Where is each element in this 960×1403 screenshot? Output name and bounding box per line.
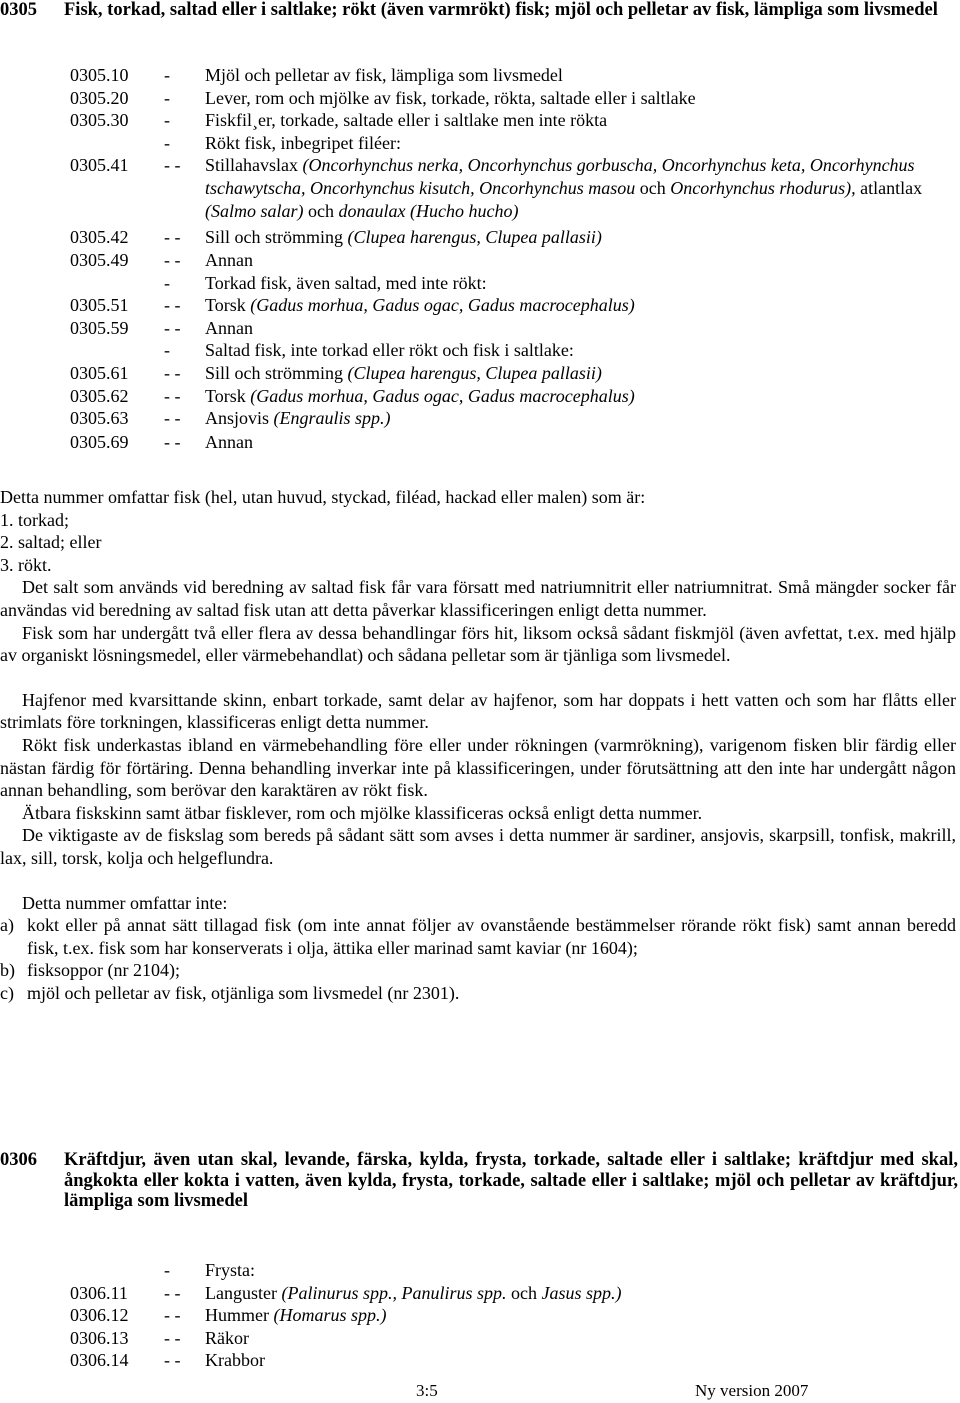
tariff-row xyxy=(0,1349,960,1372)
exclusion-text: mjöl och pelletar av fisk, otjänliga som livsmedel (nr 2301). xyxy=(27,982,460,1003)
exclusion-item xyxy=(0,914,956,959)
tariff-text xyxy=(205,154,960,222)
notes-paragraph: Rökt fisk underkastas ibland en värmebehandling före eller under rökningen (varmrökning), varigenom fisken blir färdig eller nästan färdig för förtäring. Denna behandling inverkar inte på klassificeringen, under förutsättning att den inte har undergått någon annan behandling, som berövar den karaktären av rökt fisk. xyxy=(0,734,956,801)
text-part: Hummer xyxy=(205,1305,274,1326)
tariff-dash: - xyxy=(164,110,170,131)
tariff-dash: - - xyxy=(164,295,181,316)
text-part-italic: (Clupea harengus, Clupea pallasii) xyxy=(347,227,602,248)
tariff-row xyxy=(0,87,960,110)
tariff-lines-0305 xyxy=(0,64,960,453)
tariff-code: 0305.49 xyxy=(70,249,129,270)
tariff-row xyxy=(0,1304,960,1327)
tariff-dash: - - xyxy=(164,1327,181,1348)
tariff-text: Fiskfil¸er, torkade, saltade eller i saltlake men inte rökta xyxy=(205,110,608,131)
notes-list-item: 1. torkad; xyxy=(0,509,69,530)
tariff-text: Rökt fisk, inbegripet filéer: xyxy=(205,132,401,153)
tariff-row xyxy=(0,385,960,408)
heading-0305 xyxy=(0,0,958,21)
tariff-row xyxy=(0,1282,960,1305)
tariff-text: Annan xyxy=(205,317,253,338)
tariff-dash: - - xyxy=(164,227,181,248)
version-label: Ny version 2007 xyxy=(695,1381,809,1400)
tariff-text: Annan xyxy=(205,249,253,270)
heading-0306 xyxy=(0,1150,958,1212)
explanatory-notes xyxy=(0,486,956,1004)
heading-title: Fisk, torkad, saltad eller i saltlake; rökt (även varmrökt) fisk; mjöl och pelletar av fisk, lämpliga som livsmedel xyxy=(64,0,938,20)
notes-paragraph: Ätbara fiskskinn samt ätbar fisklever, rom och mjölke klassificeras också enligt detta nummer. xyxy=(22,802,703,823)
text-part: och xyxy=(303,200,339,221)
tariff-dash: - - xyxy=(164,249,181,270)
tariff-dash: - xyxy=(164,87,170,108)
tariff-row xyxy=(0,339,960,362)
tariff-row xyxy=(0,1259,960,1282)
text-part-italic: Oncorhynchus rhodurus), xyxy=(670,177,856,198)
text-part-italic: (Gadus morhua, Gadus ogac, Gadus macrocephalus) xyxy=(250,385,635,406)
tariff-code: 0305.10 xyxy=(70,65,129,85)
notes-paragraph: Det salt som används vid beredning av saltad fisk får vara försatt med natriumnitrit eller natriumnitrat. Små mängder socker får användas vid beredning av saltad fisk utan att detta påverkar klassificeringen enligt detta nummer. xyxy=(0,577,956,620)
text-part: atlantlax xyxy=(855,177,923,198)
tariff-text xyxy=(205,1282,622,1305)
heading-code: 0306 xyxy=(0,1150,37,1170)
text-part-italic: (Palinurus spp., Panulirus spp. xyxy=(281,1282,507,1303)
text-part: Sill och strömming xyxy=(205,362,348,383)
tariff-code: 0305.63 xyxy=(70,408,129,429)
exclusion-item xyxy=(0,959,956,982)
exclusion-text: fisksoppor (nr 2104); xyxy=(27,960,180,981)
tariff-row xyxy=(0,407,960,431)
tariff-dash: - - xyxy=(164,155,181,176)
tariff-dash: - - xyxy=(164,317,181,338)
text-part-italic: (Engraulis spp.) xyxy=(273,408,391,429)
tariff-text: Mjöl och pelletar av fisk, lämpliga som livsmedel xyxy=(205,65,563,85)
notes-paragraph: Fisk som har undergått två eller flera av dessa behandlingar förs hit, liksom också sådant fiskmjöl (även avfettat, t.ex. med hjälp av organiskt lösningsmedel, eller värmebehandlat) och sådana pelletar som är tjänliga som livsmedel. xyxy=(0,622,956,666)
tariff-dash: - - xyxy=(164,1282,181,1303)
text-part-italic: (Salmo salar) xyxy=(205,200,304,221)
tariff-code: 0305.69 xyxy=(70,431,129,452)
tariff-code: 0306.11 xyxy=(70,1282,128,1303)
tariff-dash: - - xyxy=(164,431,181,452)
text-part: Sill och strömming xyxy=(205,227,348,248)
tariff-text: Saltad fisk, inte torkad eller rökt och fisk i saltlake: xyxy=(205,340,574,361)
heading-code: 0305 xyxy=(0,0,37,20)
tariff-row xyxy=(0,249,960,272)
tariff-lines-0306 xyxy=(0,1259,960,1372)
tariff-row xyxy=(0,154,960,226)
paragraph-gap xyxy=(0,870,956,892)
text-part-italic: (Gadus morhua, Gadus ogac, Gadus macrocephalus) xyxy=(250,295,635,316)
tariff-row xyxy=(0,109,960,132)
tariff-code: 0305.42 xyxy=(70,227,129,248)
tariff-row xyxy=(0,294,960,317)
exclusion-item xyxy=(0,982,956,1005)
tariff-dash: - - xyxy=(164,1350,181,1371)
tariff-row xyxy=(0,317,960,340)
tariff-dash: - - xyxy=(164,1305,181,1326)
tariff-text xyxy=(205,407,391,430)
tariff-code: 0306.13 xyxy=(70,1327,129,1348)
tariff-code: 0306.12 xyxy=(70,1305,129,1326)
tariff-dash: - - xyxy=(164,362,181,383)
text-part-italic: (Oncorhynchus nerka, Oncorhynchus gorbuscha, Oncorhynchus keta, Oncorhynchus tschawytscha, Oncorhynchus kisutch, Oncorhynchus masou xyxy=(205,155,915,198)
tariff-text: Räkor xyxy=(205,1327,249,1348)
tariff-row xyxy=(0,132,960,155)
tariff-text xyxy=(205,294,635,317)
text-part-italic: donaulax (Hucho hucho) xyxy=(338,200,519,221)
text-part: och xyxy=(506,1282,542,1303)
tariff-code: 0305.62 xyxy=(70,385,129,406)
tariff-row xyxy=(0,362,960,385)
exclusion-label: c) xyxy=(0,982,14,1003)
notes-paragraph: De viktigaste av de fiskslag som bereds på sådant sätt som avses i detta nummer är sardiner, ansjovis, skarpsill, tonfisk, makrill, lax, sill, torsk, kolja och helgeflundra. xyxy=(0,825,956,868)
tariff-dash: - xyxy=(164,1260,170,1280)
tariff-text xyxy=(205,1304,387,1327)
tariff-code: 0305.59 xyxy=(70,317,129,338)
text-part: Languster xyxy=(205,1282,282,1303)
tariff-code: 0305.61 xyxy=(70,362,129,383)
exclusion-text: kokt eller på annat sätt tillagad fisk (om inte annat följer av ovanstående bestämmelser rörande rökt fisk) samt annan beredd fisk, t.ex. fisk som har konserverats i olja, ättika eller marinad samt kaviar (nr 1604); xyxy=(27,915,956,958)
tariff-row xyxy=(0,226,960,249)
page-number: 3:5 xyxy=(416,1381,438,1400)
tariff-code: 0305.30 xyxy=(70,110,129,131)
tariff-dash: - xyxy=(164,132,170,153)
text-part-italic: (Clupea harengus, Clupea pallasii) xyxy=(347,362,602,383)
tariff-dash: - xyxy=(164,340,170,361)
text-part: Stillahavslax xyxy=(205,155,303,176)
tariff-row xyxy=(0,1327,960,1350)
tariff-code: 0305.20 xyxy=(70,87,129,108)
tariff-text: Lever, rom och mjölke av fisk, torkade, rökta, saltade eller i saltlake xyxy=(205,87,696,108)
text-part-italic: (Homarus spp.) xyxy=(273,1305,387,1326)
tariff-text: Krabbor xyxy=(205,1350,265,1371)
tariff-dash: - xyxy=(164,65,170,85)
tariff-row xyxy=(0,64,960,87)
paragraph-gap xyxy=(0,667,956,689)
tariff-row xyxy=(0,272,960,295)
text-part-italic: Jasus spp.) xyxy=(541,1282,622,1303)
exclusion-label: b) xyxy=(0,960,15,981)
notes-paragraph: Hajfenor med kvarsittande skinn, enbart torkade, samt delar av hajfenor, som har doppats i hett vatten och som har flåtts eller strimlats före torkningen, klassificeras enligt detta nummer. xyxy=(0,689,956,733)
page-footer xyxy=(0,1380,960,1402)
tariff-code: 0306.14 xyxy=(70,1350,129,1371)
notes-list-item: 2. saltad; eller xyxy=(0,532,102,553)
notes-intro: Detta nummer omfattar fisk (hel, utan huvud, styckad, filéad, hackad eller malen) som är: xyxy=(0,487,646,507)
text-part: Torsk xyxy=(205,295,251,316)
tariff-text xyxy=(205,362,602,385)
tariff-text: Frysta: xyxy=(205,1260,256,1280)
exclusions-intro: Detta nummer omfattar inte: xyxy=(22,892,228,913)
exclusion-label: a) xyxy=(0,915,14,936)
text-part: Torsk xyxy=(205,385,251,406)
notes-list-item: 3. rökt. xyxy=(0,554,52,575)
tariff-dash: - xyxy=(164,272,170,293)
tariff-text: Torkad fisk, även saltad, med inte rökt: xyxy=(205,272,487,293)
tariff-text xyxy=(205,226,602,249)
tariff-code: 0305.41 xyxy=(70,155,129,176)
tariff-text xyxy=(205,385,635,408)
tariff-dash: - - xyxy=(164,385,181,406)
tariff-row xyxy=(0,431,960,454)
text-part: och xyxy=(635,177,671,198)
text-part: Ansjovis xyxy=(205,408,274,429)
tariff-dash: - - xyxy=(164,408,181,429)
heading-title: Kräftdjur, även utan skal, levande, färska, kylda, frysta, torkade, saltade eller i saltlake; kräftdjur med skal, ångkokta eller kokta i vatten, även kylda, frysta, torkade, saltade eller i saltlake; mjöl och pelletar av kräftdjur, lämpliga som livsmedel xyxy=(64,1150,958,1211)
tariff-text: Annan xyxy=(205,431,253,452)
tariff-code: 0305.51 xyxy=(70,295,129,316)
